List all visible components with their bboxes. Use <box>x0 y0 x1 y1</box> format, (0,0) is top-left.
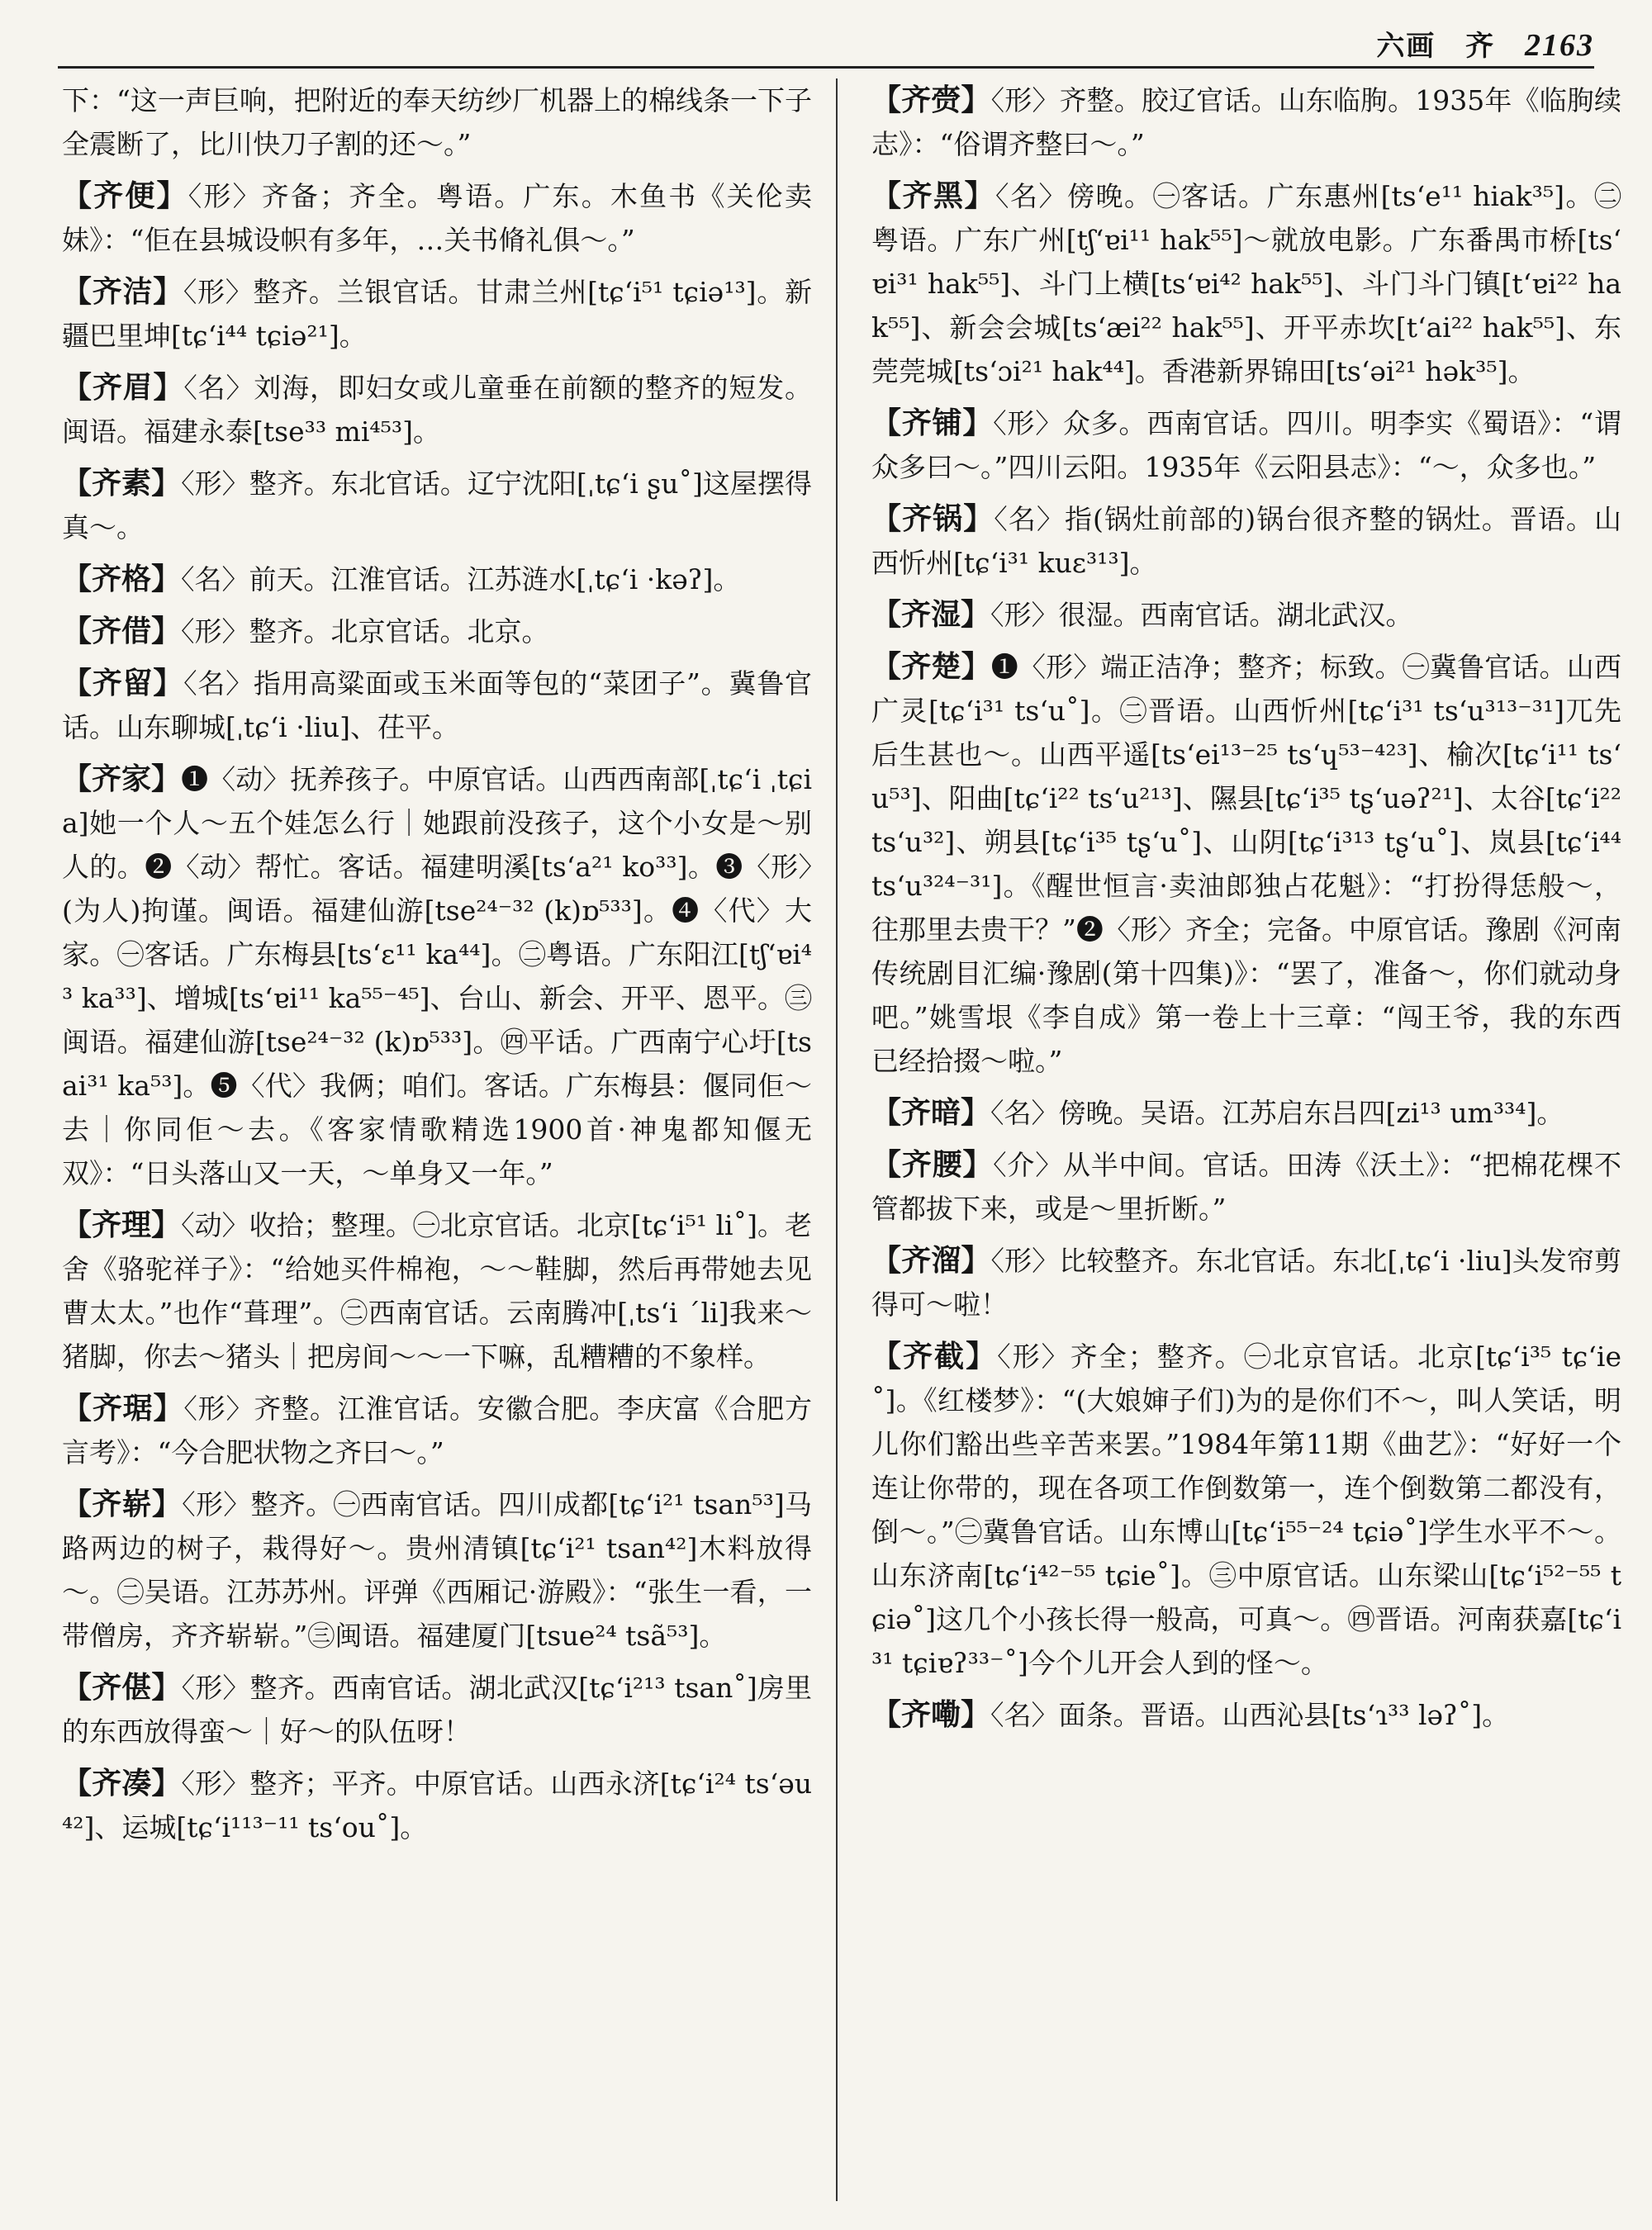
entry-text: 〈形〉整齐。西南官话。湖北武汉[tɕʻi²¹³ tsan˚]房里的东西放得蛮～｜好～的队伍呀！ <box>62 1672 812 1748</box>
dictionary-entry <box>62 610 812 653</box>
dictionary-entry <box>871 1335 1621 1685</box>
entry-text: ❶〈动〉抚养孩子。中原官话。山西西南部[ˌtɕʻi ˌtɕia]她一个人～五个娃怎么行｜她跟前没孩子，这个小女是～别人的。❷〈动〉帮忙。客话。福建明溪[tsʻa²¹ ko³³]。❸〈形〉(为人)拘谨。闽语。福建仙游[tse²⁴⁻³² (k)ɒ⁵³³]。❹〈代〉大家。㊀客话。广东梅县[tsʻɛ¹¹ ka⁴⁴]。㊁粤语。广东阳江[tʃʻɐi⁴³ ka³³]、增城[tsʻɐi¹¹ ka⁵⁵⁻⁴⁵]、台山、新会、开平、恩平。㊂闽语。福建仙游[tse²⁴⁻³² (k)ɒ⁵³³]。㊃平话。广西南宁心圩[tsai³¹ ka⁵³]。❺〈代〉我俩；咱们。客话。广东梅县：偃同佢～去｜你同佢～去。《客家情歌精选1900首·神鬼都知偃无双》：“日头落山又一天，～单身又一年。” <box>62 763 812 1189</box>
entry-text: 〈形〉整齐。北京官话。北京。 <box>181 615 549 648</box>
dictionary-entry <box>62 757 812 1195</box>
entry-headword: 【齐嘞】 <box>871 1697 991 1732</box>
running-head <box>1358 23 1594 64</box>
entry-text: 〈形〉齐全；整齐。㊀北京官话。北京[tɕʻi³⁵ tɕʻie˚]。《红楼梦》：“(大娘婶子们)为的是你们不～，叫人笑话，明儿你们豁出些辛苦来罢。”1984年第11期《曲艺》：“好好一个连让你带的，现在各项工作倒数第一，连个倒数第二都没有，倒～。”㊁冀鲁官话。山东博山[tɕʻi⁵⁵⁻²⁴ tɕiə˚]学生水平不～。山东济南[tɕʻi⁴²⁻⁵⁵ tɕie˚]。㊂中原官话。山东梁山[tɕʻi⁵²⁻⁵⁵ tɕiə˚]这几个小孩长得一般高，可真～。㊃晋语。河南获嘉[tɕʻi³¹ tɕiɐʔ³³⁻˚]今个儿开会人到的怪～。 <box>871 1340 1621 1679</box>
entry-text: 〈名〉指(锅灶前部的)锅台很齐整的锅灶。晋语。山西忻州[tɕʻi³¹ kuɛ³¹³]。 <box>871 503 1621 579</box>
entry-text: 〈形〉比较整齐。东北官话。东北[ˌtɕʻi ·liu]头发帘剪得可～啦！ <box>871 1245 1621 1321</box>
entry-headword: 【齐赍】 <box>871 83 991 117</box>
entry-text: 〈形〉齐备；齐全。粤语。广东。木鱼书《关伦卖妹》：“佢在县城设帜有多年，…关书脩礼俱～。” <box>62 180 812 256</box>
entry-headword: 【齐崭】 <box>62 1487 183 1521</box>
entry-text: 〈名〉面条。晋语。山西沁县[tsʻɿ³³ ləʔ˚]。 <box>990 1699 1510 1731</box>
entry-text: 〈形〉整齐；平齐。中原官话。山西永济[tɕʻi²⁴ tsʻəu⁴²]、运城[tɕʻi¹¹³⁻¹¹ tsʻou˚]。 <box>62 1767 812 1843</box>
entry-text: ❶〈形〉端正洁净；整齐；标致。㊀冀鲁官话。山西广灵[tɕʻi³¹ tsʻu˚]。㊁晋语。山西忻州[tɕʻi³¹ tsʻu³¹³⁻³¹]兀先后生甚也～。山西平遥[tsʻei¹³⁻²⁵ tsʻɥ⁵³⁻⁴²³]、榆次[tɕʻi¹¹ tsʻu⁵³]、阳曲[tɕʻi²² tsʻu²¹³]、隰县[tɕʻi³⁵ tʂʻuəʔ²¹]、太谷[tɕʻi²² tsʻu³²]、朔县[tɕʻi³⁵ tʂʻu˚]、山阴[tɕʻi³¹³ tʂʻu˚]、岚县[tɕʻi⁴⁴ tsʻu³²⁴⁻³¹]。《醒世恒言·卖油郎独占花魁》：“打扮得恁般～，往那里去贵干？”❷〈形〉齐全；完备。中原官话。豫剧《河南传统剧目汇编·豫剧(第十四集)》：“罢了，准备～，你们就动身吧。”姚雪垠《李自成》第一卷上十三章：“闯王爷，我的东西已经拾掇～啦。” <box>871 651 1621 1077</box>
entry-headword: 【齐截】 <box>871 1339 998 1374</box>
entry-text: 〈名〉傍晚。㊀客话。广东惠州[tsʻe¹¹ hiak³⁵]。㊁粤语。广东广州[tʃʻɐi¹¹ hak⁵⁵]～就放电影。广东番禺市桥[tsʻɐi³¹ hak⁵⁵]、斗门上横[tsʻɐi⁴² hak⁵⁵]、斗门斗门镇[tʻɐi²² hak⁵⁵]、新会会城[tsʻæi²² hak⁵⁵]、开平赤坎[tʻai²² hak⁵⁵]、东莞莞城[tsʻɔi²¹ hak⁴⁴]。香港新界锦田[tsʻəi²¹ hək³⁵]。 <box>871 180 1621 387</box>
dictionary-entry <box>62 174 812 262</box>
entry-headword: 【齐理】 <box>62 1208 182 1242</box>
left-column <box>62 78 812 2201</box>
page-number: 2163 <box>1525 28 1594 63</box>
dictionary-entry <box>62 662 812 749</box>
entry-headword: 【齐腰】 <box>871 1147 994 1182</box>
entry-headword: 【齐便】 <box>62 178 188 213</box>
dictionary-entry <box>871 593 1621 637</box>
entry-text: 〈动〉收拾；整理。㊀北京官话。北京[tɕʻi⁵¹ li˚]。老舍《骆驼祥子》：“给她买件棉袍，～～鞋脚，然后再带她去见曹太太。”也作“葺理”。㊁西南官话。云南腾冲[ˌtsʻi ˊli]我来～猪脚，你去～猪头｜把房间～～一下嘛，乱糟糟的不象样。 <box>62 1209 812 1373</box>
header-rule <box>58 66 1594 69</box>
entry-text: 〈介〉从半中间。官话。田涛《沃土》：“把棉花棵不管都拔下来，或是～里折断。” <box>871 1149 1621 1225</box>
entry-text: 〈形〉整齐。兰银官话。甘肃兰州[tɕʻi⁵¹ tɕiə¹³]。新疆巴里坤[tɕʻi⁴⁴ tɕiə²¹]。 <box>62 276 812 352</box>
right-column <box>871 78 1621 2201</box>
page-header <box>58 23 1594 64</box>
entry-text: 〈名〉指用高粱面或玉米面等包的“菜团子”。冀鲁官话。山东聊城[ˌtɕʻi ·liu]、茌平。 <box>62 667 812 743</box>
column-divider <box>836 78 838 2201</box>
dictionary-entry <box>871 1693 1621 1737</box>
dictionary-entry <box>62 1203 812 1378</box>
dictionary-entry <box>62 1762 812 1849</box>
entry-headword: 【齐湿】 <box>871 597 991 632</box>
entry-headword: 【齐洁】 <box>62 274 183 309</box>
dictionary-entry <box>62 462 812 549</box>
dictionary-entry <box>871 645 1621 1083</box>
dictionary-entry <box>62 558 812 601</box>
dictionary-entry <box>871 78 1621 166</box>
dictionary-entry <box>871 1091 1621 1135</box>
entry-text: 〈形〉很湿。西南官话。湖北武汉。 <box>990 599 1413 631</box>
entry-text: 〈形〉整齐。东北官话。辽宁沈阳[ˌtɕʻi ʂu˚]这屋摆得真～。 <box>62 467 812 543</box>
entry-headword: 【齐锅】 <box>871 501 995 536</box>
dictionary-entry <box>62 78 812 166</box>
entry-text: 〈形〉整齐。㊀西南官话。四川成都[tɕʻi²¹ tsan⁵³]马路两边的树子，栽得好～。贵州清镇[tɕʻi²¹ tsan⁴²]木料放得～。㊁吴语。江苏苏州。评弹《西厢记·游殿》：“张生一看，一带僧房，齐齐崭崭。”㊂闽语。福建厦门[tsue²⁴ tsã⁵³]。 <box>62 1488 812 1652</box>
dictionary-entry <box>871 401 1621 489</box>
section-label: 六画 <box>1376 30 1436 63</box>
entry-headword: 【齐黑】 <box>871 178 996 213</box>
entry-headword: 【齐偡】 <box>62 1670 182 1705</box>
dictionary-entry <box>62 1483 812 1658</box>
entry-text: 〈形〉众多。西南官话。四川。明李实《蜀语》：“谓众多曰～。”四川云阳。1935年《云阳县志》：“～，众多也。” <box>871 407 1621 483</box>
entry-headword: 【齐凑】 <box>62 1766 182 1801</box>
entry-headword: 【齐楚】 <box>871 649 991 684</box>
entry-text: 〈形〉齐整。江淮官话。安徽合肥。李庆富《合肥方言考》：“今合肥状物之齐曰～。” <box>62 1393 812 1468</box>
dictionary-entry <box>871 497 1621 585</box>
dictionary-entry <box>62 1666 812 1753</box>
entry-text: 〈名〉傍晚。吴语。江苏启东吕四[zi¹³ um³³⁴]。 <box>990 1097 1564 1129</box>
dictionary-entry <box>871 174 1621 393</box>
entry-text: 下：“这一声巨响，把附近的奉天纺纱厂机器上的棉线条一下子全震断了，比川快刀子割的还～。” <box>62 84 812 160</box>
dictionary-entry <box>871 1143 1621 1231</box>
entry-headword: 【齐留】 <box>62 666 184 700</box>
entry-headword: 【齐借】 <box>62 614 182 648</box>
entry-headword: 【齐暗】 <box>871 1095 991 1130</box>
dictionary-entry <box>62 270 812 358</box>
entry-headword: 【齐眉】 <box>62 370 184 405</box>
dictionary-entry <box>62 1387 812 1474</box>
headword-character: 齐 <box>1465 30 1496 63</box>
entry-headword: 【齐素】 <box>62 466 182 501</box>
entry-headword: 【齐溜】 <box>871 1243 991 1278</box>
dictionary-entry <box>62 366 812 453</box>
dictionary-entry <box>871 1239 1621 1326</box>
entry-headword: 【齐琚】 <box>62 1391 184 1426</box>
entry-headword: 【齐铺】 <box>871 406 994 440</box>
entry-text: 〈名〉刘海，即妇女或儿童垂在前额的整齐的短发。闽语。福建永泰[tse³³ mi⁴⁵³]。 <box>62 372 812 448</box>
entry-text: 〈形〉齐整。胶辽官话。山东临朐。1935年《临朐续志》：“俗谓齐整曰～。” <box>871 84 1621 160</box>
entry-headword: 【齐家】 <box>62 762 182 796</box>
entry-text: 〈名〉前天。江淮官话。江苏涟水[ˌtɕʻi ·kəʔ]。 <box>181 563 741 595</box>
entry-headword: 【齐格】 <box>62 562 182 596</box>
